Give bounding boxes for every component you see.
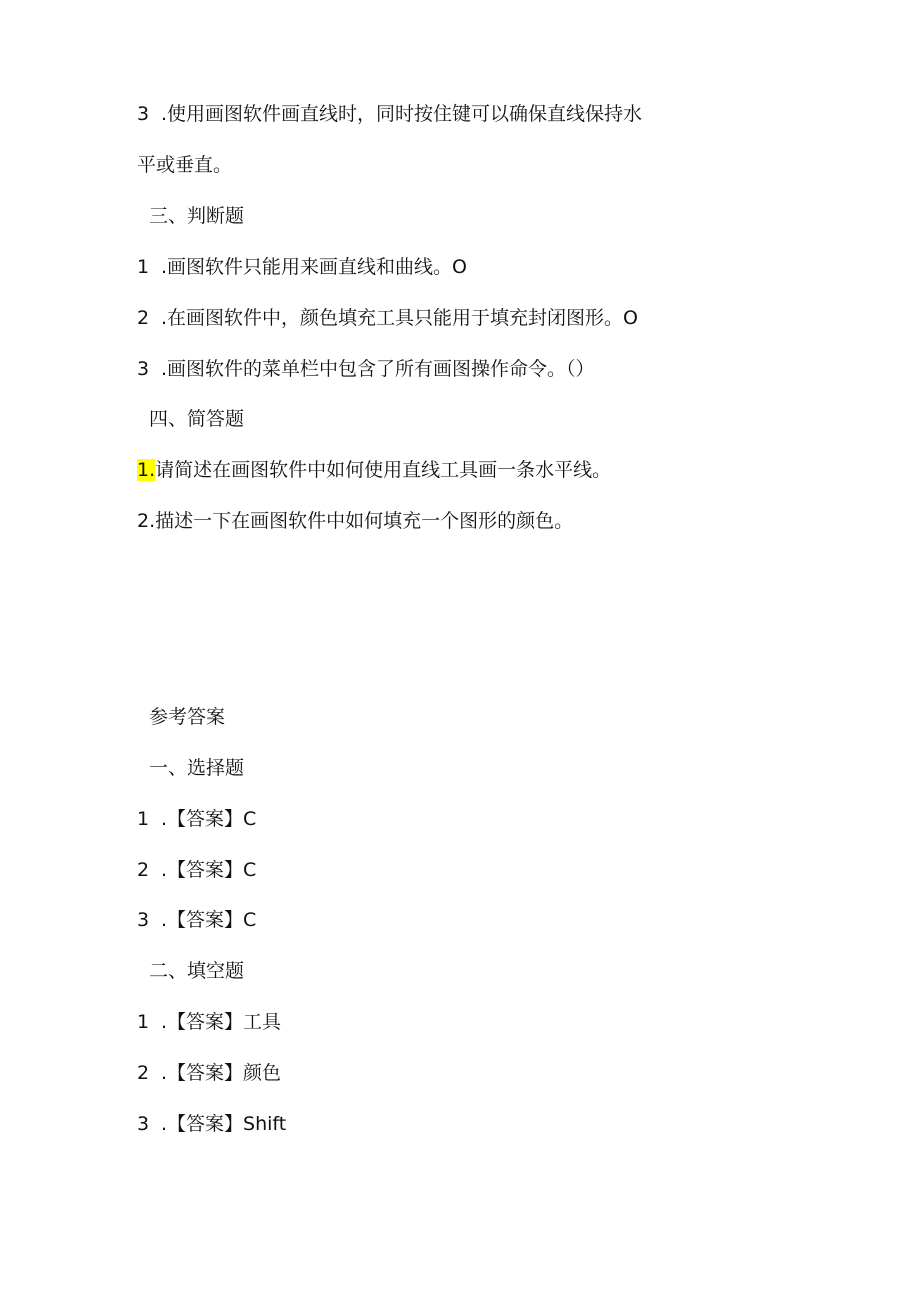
- highlighted-number: 1.: [137, 459, 156, 481]
- question-text: .画图软件只能用来画直线和曲线。O: [161, 256, 467, 278]
- answer-text: .【答案】C: [161, 859, 257, 881]
- fill-blank-question-3: [137, 102, 642, 126]
- answer-number: 3: [137, 1113, 150, 1135]
- question-text: 平或垂直。: [137, 154, 233, 176]
- fill-answer-1: [137, 1010, 281, 1034]
- question-number: 1: [137, 256, 150, 278]
- answer-text: .【答案】Shift: [161, 1113, 287, 1135]
- question-number: 2.: [137, 510, 156, 532]
- question-number: 3: [137, 103, 150, 125]
- short-answer-question-1: [137, 458, 611, 482]
- answer-text: .【答案】C: [161, 808, 257, 830]
- choice-answer-3: [137, 908, 256, 932]
- fill-blank-question-3-continuation: [137, 153, 232, 177]
- answer-text: .【答案】工具: [161, 1011, 282, 1033]
- fill-answer-3: [137, 1112, 286, 1136]
- question-text: .在画图软件中，颜色填充工具只能用于填充封闭图形。O: [161, 307, 638, 329]
- section-heading-fill-answers: 二、填空题: [149, 960, 245, 982]
- question-number: 3: [137, 358, 150, 380]
- choice-answer-1: [137, 807, 256, 831]
- judgment-question-2: [137, 306, 638, 330]
- answer-number: 3: [137, 909, 150, 931]
- section-heading-judgment: 三、判断题: [149, 205, 245, 227]
- judgment-question-1: [137, 255, 467, 279]
- question-number: 2: [137, 307, 150, 329]
- answer-text: .【答案】C: [161, 909, 257, 931]
- section-heading-choice-answers: 一、选择题: [149, 757, 245, 779]
- question-text: .使用画图软件画直线时，同时按住键可以确保直线保持水: [161, 103, 643, 125]
- answer-number: 1: [137, 808, 150, 830]
- question-text: 描述一下在画图软件中如何填充一个图形的颜色。: [155, 510, 574, 532]
- answer-number: 2: [137, 859, 150, 881]
- judgment-question-3: [137, 357, 595, 381]
- answer-text: .【答案】颜色: [161, 1062, 282, 1084]
- answers-title: 参考答案: [149, 706, 226, 728]
- fill-answer-2: [137, 1061, 281, 1085]
- choice-answer-2: [137, 858, 256, 882]
- section-heading-short-answer: 四、简答题: [149, 408, 245, 430]
- short-answer-question-2: [137, 509, 573, 533]
- question-text: .画图软件的菜单栏中包含了所有画图操作命令。（）: [161, 358, 595, 380]
- answer-number: 1: [137, 1011, 150, 1033]
- answer-number: 2: [137, 1062, 150, 1084]
- question-text: 请简述在画图软件中如何使用直线工具画一条水平线。: [155, 459, 612, 481]
